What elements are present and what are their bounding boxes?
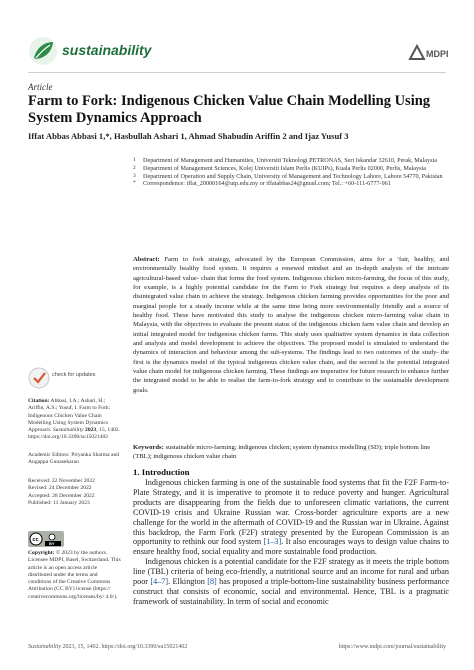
paper-title: Farm to Fork: Indigenous Chicken Value Chain Modelling Using System Dynamics Approach [28, 93, 431, 126]
section-heading: 1. Introduction [133, 467, 190, 477]
affiliation-text: Department of Operation and Supply Chain, University of Management and Technology Lahore, Lahore 54770, Pakistan [143, 172, 443, 180]
footer-journal: Sustainability [28, 644, 61, 650]
abstract-text: Farm to fork strategy, advocated by the European Commission, aims for a ‘fair, healthy, and environmentally healthy food system. It requires a renewed mindset and an in-depth analysis of the intricate agricultural-based value- chain that forms the food system. Indigenous chicken micro-farming, the focus of this study, for example, is a highly potential candidate for the Farm to Fork strategy but requires a deep analysis of its disintegrated value chain to achieve the strategy. Indigenous chicken farming provides opportunities for the poor and marginal people for a steady income while at the same time being more environmentally friendly and a source of healthy food. These have motivated this study to analyse the indigenous chicken micro-farming value chain in Malaysia, with the objectives to evaluate the present status of the indigenous chicken farm value chain and develop an initial integrated model for indigenous chicken farms. This study uses qualitative system dynamics in data collection and analysis and model development to achieve the objectives. The proposed model is simulated to understand the dynamics of interaction and behaviour among the sub-systems. The findings lead to two outcomes of the study- the first is the dynamics model of the typical indigenous chicken value chain, and the second is the potential integrated value chain model for indigenous chicken farming. These findings are imperative for future research to enhance further the integrated model to be able to realise the farm-to-fork strategy and to contribute to the sustainable development goals. [133, 256, 449, 394]
affiliation-text: Department of Management Sciences, Kolej Universiti Islam Perlis (KUIPs), Kuala Perlis 02000, Perlis, Malaysia [143, 164, 427, 172]
editors-names: Priyanka Sharma and Angappa Gunasekaran [28, 452, 120, 466]
citation-label: Citation: [28, 398, 50, 404]
affiliation-3 [133, 173, 453, 181]
citation-journal: Sustainability [52, 427, 84, 434]
author-list: Iffat Abbas Abbasi 1,*, Hasbullah Ashari 1, Ahmad Shabudin Ariffin 2 and Ijaz Yusuf 3 [28, 131, 349, 141]
affiliation-marker: * [133, 180, 136, 187]
citation-year: 2023 [85, 427, 97, 434]
dates-block [28, 478, 122, 507]
intro-paragraph-1 [133, 478, 449, 557]
accepted-date: Accepted: 28 December 2022 [28, 492, 95, 499]
svg-text:BY: BY [49, 541, 55, 547]
intro-text: Indigenous chicken farming is one of the sustainable food systems that fit the F2F Farm-to-Plate Strategy, and it is imperative to promote it to reduce poverty and hunger. Agricultural products are disappearing from the fields due to unforeseen climatic variations, the current COVID-19 crisis and Ukraine Russian war. Cross-border agriculture exports are a new challenge for the world in the aftermath of COVID-19 and the Russian war in Ukraine. Against this backdrop, the Farm Fork (F2F) strategy presented by the European Commission is an opportunity to rethink our food system [133, 478, 449, 547]
copyright-block [28, 550, 122, 601]
footer-doi[interactable]: 2023, 15, 1402. https://doi.org/10.3390/su15021402 [61, 644, 188, 650]
intro-paragraph-2 [133, 557, 449, 607]
copyright-label: Copyright: [28, 550, 55, 556]
citation-link[interactable]: [1–3] [263, 537, 282, 547]
editors-block [28, 452, 122, 467]
check-updates-label: check for updates [52, 372, 96, 378]
affiliation-2 [133, 165, 453, 173]
received-date: Received: 22 November 2022 [28, 478, 95, 484]
editors-label: Academic Editors: [28, 452, 70, 458]
affiliation-text: Department of Management and Humanities, Universiti Teknologi PETRONAS, Seri Iskandar 32610, Perak, Malaysia [143, 157, 437, 164]
publisher-name: MDPI [426, 49, 449, 59]
affiliation-marker: 3 [133, 172, 136, 179]
copyright-text: © 2023 by the authors. Licensee MDPI, Basel, Switzerland. This article is an open access article distributed under the terms and conditions of the Creative Commons Attribution (CC BY) license (https:// creativecommons.org/licenses/by/ 4.0/). [28, 550, 121, 600]
intro-text: . Elkington [168, 577, 208, 587]
footer-url[interactable]: https://www.mdpi.com/journal/sustainability [338, 644, 446, 650]
keywords-text: sustainable micro-farming; indigenous chicken; system dynamics modelling (SD); triple bottom line (TBL); indigenous chicken value chain [133, 444, 431, 461]
affiliations [133, 157, 453, 188]
affiliation-1 [133, 157, 453, 165]
published-date: Published: 11 January 2023 [28, 499, 90, 506]
intro-text: has proposed a triple-bottom-line sustainability business performance construct that consists of economic, social and environmental. Hence, TBL is a pragmatic framework of sustainability. In term of social and economic [133, 577, 449, 606]
article-type: Article [28, 82, 53, 92]
correspondence [133, 180, 453, 188]
check-for-updates-icon[interactable] [28, 364, 96, 392]
keywords-label: Keywords: [133, 444, 164, 451]
intro-text: Indigenous chicken is a potential candidate for the F2F strategy as it meets the triple bottom line (TBL) criteria of being eco-friendly, a nutritional source and an income for rural and urban poor [133, 557, 449, 587]
header-divider [28, 72, 446, 73]
affiliation-marker: 1 [133, 157, 136, 163]
citation-link[interactable]: [4–7] [150, 577, 169, 587]
svg-text:cc: cc [32, 537, 39, 543]
citation-link[interactable]: [8] [207, 577, 217, 587]
keywords [133, 443, 449, 462]
page-footer [28, 644, 446, 650]
citation-doi[interactable]: , 15, 1402. https://doi.org/10.3390/su15021402 [28, 427, 120, 441]
intro-text: . It also encourages ways to design value chains to ensure healthy food, social equality and more sustainable food production. [133, 537, 450, 557]
journal-name: sustainability [62, 42, 152, 58]
cc-by-license-icon[interactable] [28, 531, 64, 547]
affiliation-marker: 2 [133, 164, 136, 171]
citation-text: Abbasi, I.A.; Ashari, H.; Ariffin, A.S.; Yusuf, I. Farm to Fork: Indigenous Chicken Value Chain Modelling Using System Dynamics Approach. [28, 398, 111, 434]
sustainability-logo-icon [28, 36, 58, 66]
revised-date: Revised: 24 December 2022 [28, 485, 92, 492]
abstract [133, 255, 449, 395]
correspondence-text: Correspondence: iffat_20000164@utp.edu.my or iffatabbas24@gmail.com; Tel.: +60-111-6777-961 [143, 180, 391, 188]
abstract-label: Abstract: [133, 256, 160, 263]
citation-block [28, 398, 122, 442]
mdpi-logo-icon [407, 42, 449, 64]
footer-citation [28, 644, 187, 650]
introduction-body [133, 478, 449, 607]
